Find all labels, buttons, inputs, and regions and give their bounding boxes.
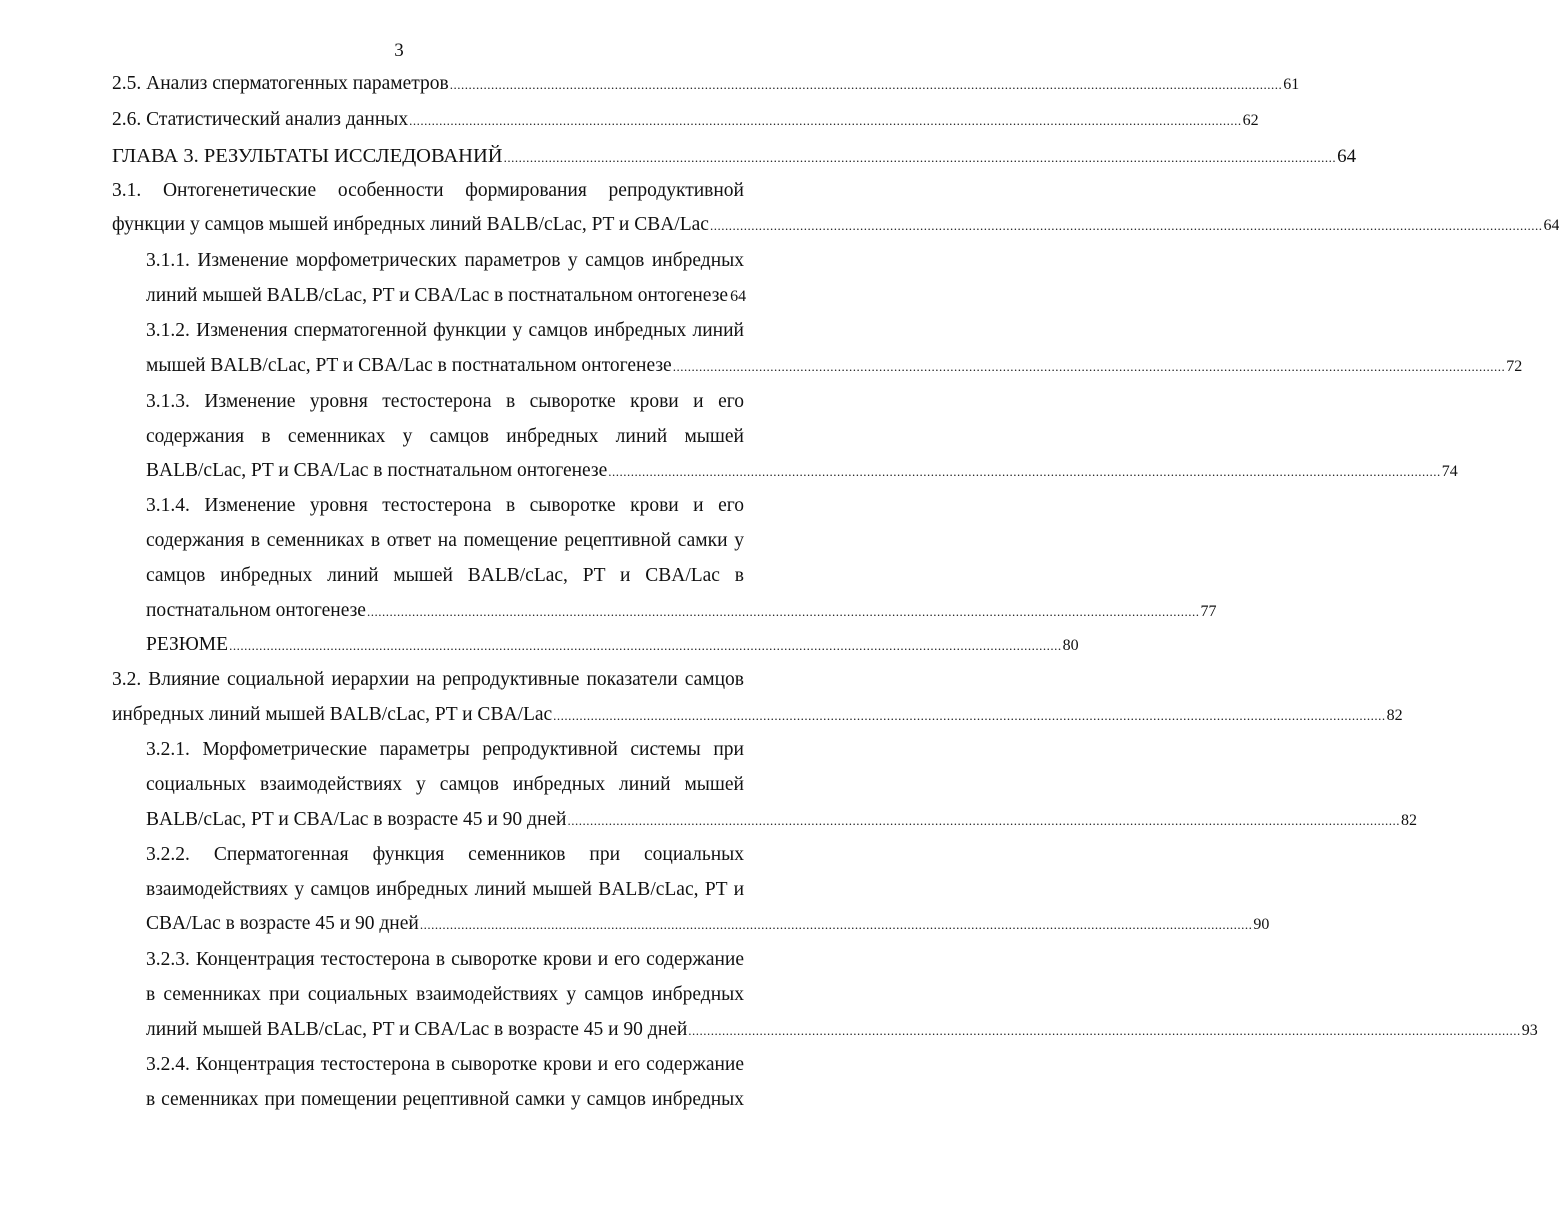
toc-page-number: 72: [1506, 358, 1523, 375]
toc-entry-3-1-4-line-4[interactable]: [146, 597, 1217, 625]
toc-leader-dots: [229, 632, 1062, 660]
toc-entry-text: функции у самцов мышей инбредных линий BALB/cLac, PT и CBA/Lac: [112, 214, 709, 235]
toc-entry-3-2-1-line-1[interactable]: 3.2.1. Морфометрические параметры репродуктивной системы при: [146, 739, 744, 760]
toc-entry-3-2-4-line-2[interactable]: в семенниках при помещении рецептивной самки у самцов инбредных: [146, 1089, 744, 1110]
toc-entry-3-1-3-line-3[interactable]: [146, 457, 1458, 485]
toc-entry-3-1-3-line-1[interactable]: 3.1.3. Изменение уровня тестостерона в сыворотке крови и его: [146, 391, 744, 412]
toc-leader-dots: [608, 458, 1441, 486]
toc-entry-text: BALB/cLac, PT и CBA/Lac в постнатальном онтогенезе: [146, 460, 608, 481]
toc-entry-3-2-1-line-2[interactable]: социальных взаимодействиях у самцов инбредных линий мышей: [146, 774, 744, 795]
toc-page-number: 61: [1283, 76, 1300, 93]
toc-leader-dots: [567, 807, 1400, 835]
toc-entry-resume[interactable]: [146, 631, 1079, 659]
toc-leader-dots: [420, 911, 1253, 939]
toc-page-number: 64: [1543, 217, 1559, 234]
toc-entry-3-2-3-line-1[interactable]: 3.2.3. Концентрация тестостерона в сыворотке крови и его содержание: [146, 949, 744, 970]
toc-entry-2-6[interactable]: [112, 106, 1259, 134]
toc-entry-3-2-line-2[interactable]: [112, 701, 1403, 729]
toc-chapter-3[interactable]: [112, 142, 1357, 170]
toc-entry-text: инбредных линий мышей BALB/cLac, PT и CBA/Lac: [112, 704, 553, 725]
toc-entry-2-5[interactable]: [112, 70, 1300, 98]
toc-leader-dots: [553, 702, 1386, 730]
toc-entry-3-1-line-1[interactable]: 3.1. Онтогенетические особенности формирования репродуктивной: [112, 180, 744, 201]
toc-entry-3-2-2-line-2[interactable]: взаимодействиях у самцов инбредных линий мышей BALB/cLac, PT и: [146, 879, 744, 900]
toc-leader-dots: [673, 353, 1506, 381]
toc-entry-3-1-4-line-3[interactable]: самцов инбредных линий мышей BALB/cLac, PT и CBA/Lac в: [146, 565, 744, 586]
toc-entry-text: РЕЗЮМЕ: [146, 634, 229, 655]
toc-page-number: 64: [730, 288, 747, 305]
toc-entry-3-1-4-line-2[interactable]: содержания в семенниках в ответ на помещение рецептивной самки у: [146, 530, 744, 551]
toc-entry-3-1-1-line-2[interactable]: [146, 282, 747, 310]
toc-leader-dots: [367, 598, 1200, 626]
toc-entry-3-2-2-line-3[interactable]: [146, 910, 1270, 938]
toc-leader-dots: [710, 212, 1543, 240]
toc-page-number: 82: [1386, 707, 1403, 724]
toc-entry-text: BALB/cLac, PT и CBA/Lac в возрасте 45 и 90 дней: [146, 809, 567, 830]
toc-entry-3-2-1-line-3[interactable]: [146, 806, 1417, 834]
toc-entry-3-2-3-line-2[interactable]: в семенниках при социальных взаимодействиях у самцов инбредных: [146, 984, 744, 1005]
toc-entry-text: 2.5. Анализ сперматогенных параметров: [112, 73, 449, 94]
toc-page-number: 62: [1242, 112, 1259, 129]
toc-entry-3-2-2-line-1[interactable]: 3.2.2. Сперматогенная функция семенников при социальных: [146, 844, 744, 865]
toc-entry-3-1-2-line-2[interactable]: [146, 352, 1523, 380]
toc-entry-3-1-line-2[interactable]: [112, 211, 1559, 239]
toc-page-number: 64: [1337, 146, 1357, 167]
toc-entry-text: ГЛАВА 3. РЕЗУЛЬТАТЫ ИССЛЕДОВАНИЙ: [112, 145, 503, 167]
toc-page-number: 74: [1441, 463, 1458, 480]
toc-page-number: 93: [1521, 1022, 1538, 1039]
toc-entry-3-1-3-line-2[interactable]: содержания в семенниках у самцов инбредных линий мышей: [146, 426, 744, 447]
toc-entry-3-2-3-line-3[interactable]: [146, 1016, 1538, 1044]
toc-entry-3-2-line-1[interactable]: 3.2. Влияние социальной иерархии на репродуктивные показатели самцов: [112, 669, 744, 690]
toc-leader-dots: [504, 144, 1337, 172]
toc-entry-3-1-2-line-1[interactable]: 3.1.2. Изменения сперматогенной функции у самцов инбредных линий: [146, 320, 744, 341]
toc-entry-text: мышей BALB/cLac, PT и CBA/Lac в постнатальном онтогенезе: [146, 355, 672, 376]
toc-entry-3-1-1-line-1[interactable]: 3.1.1. Изменение морфометрических параметров у самцов инбредных: [146, 250, 744, 271]
toc-entry-text: 2.6. Статистический анализ данных: [112, 109, 409, 130]
toc-entry-text: линий мышей BALB/cLac, PT и CBA/Lac в постнатальном онтогенезе: [146, 285, 729, 306]
toc-leader-dots: [450, 71, 1283, 99]
page-number: 3: [394, 40, 404, 61]
toc-entry-3-2-4-line-1[interactable]: 3.2.4. Концентрация тестостерона в сыворотке крови и его содержание: [146, 1054, 744, 1075]
toc-entry-text: CBA/Lac в возрасте 45 и 90 дней: [146, 913, 419, 934]
toc-page-number: 90: [1253, 916, 1270, 933]
toc-entry-text: постнатальном онтогенезе: [146, 600, 366, 621]
toc-leader-dots: [409, 107, 1242, 135]
toc-page-number: 82: [1400, 812, 1417, 829]
toc-leader-dots: [688, 1017, 1521, 1045]
toc-page-number: 77: [1200, 603, 1217, 620]
toc-entry-3-1-4-line-1[interactable]: 3.1.4. Изменение уровня тестостерона в сыворотке крови и его: [146, 495, 744, 516]
toc-entry-text: линий мышей BALB/cLac, PT и CBA/Lac в возрасте 45 и 90 дней: [146, 1019, 688, 1040]
toc-page-number: 80: [1062, 637, 1079, 654]
